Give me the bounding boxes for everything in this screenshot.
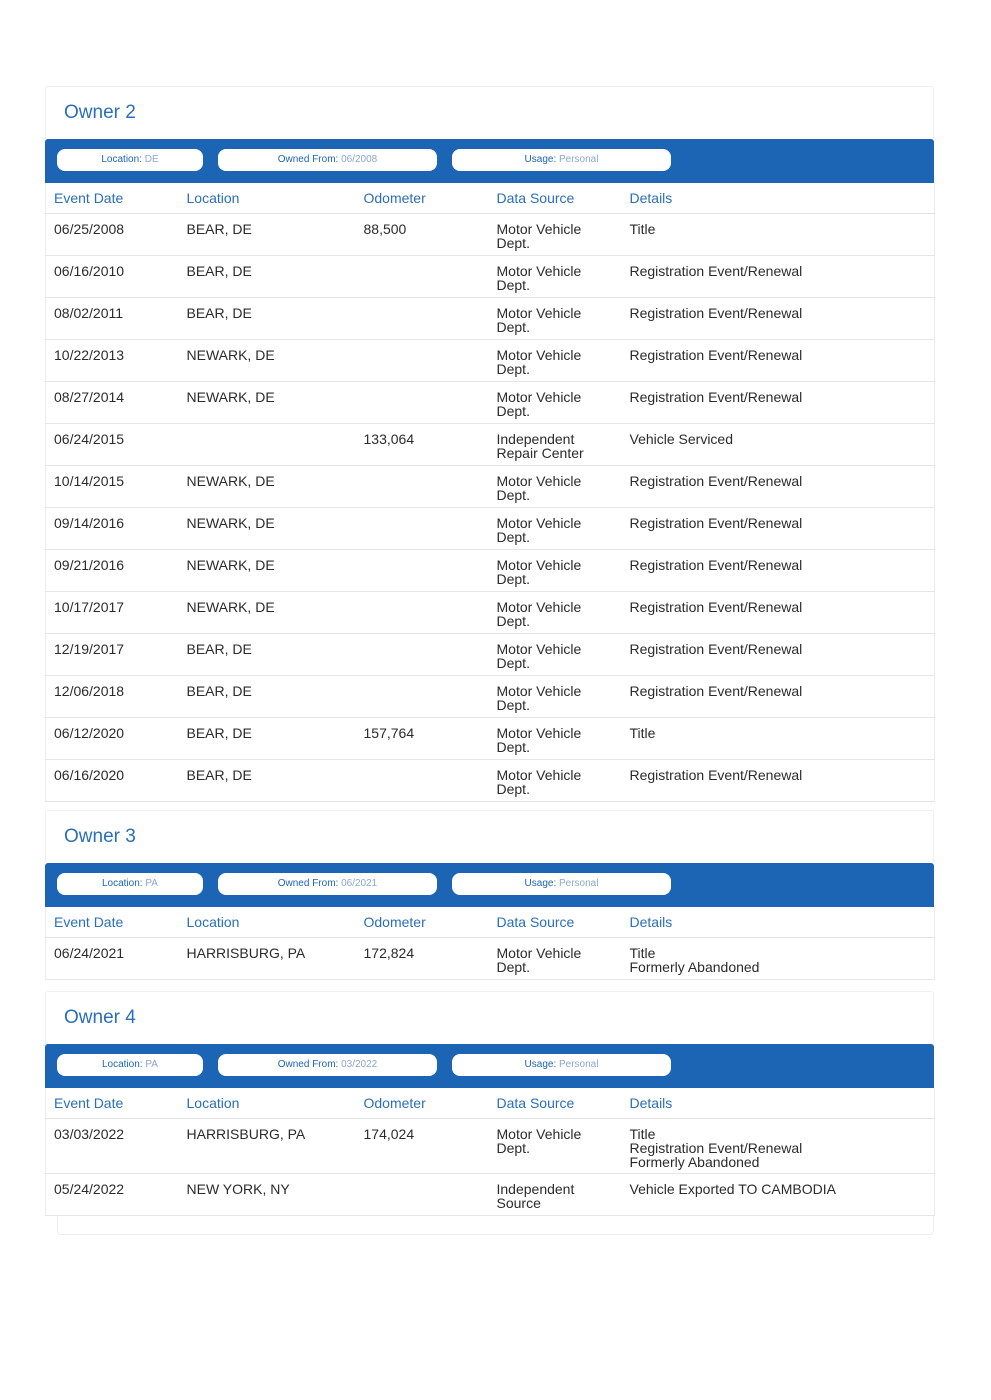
cell-event-date: 09/21/2016 xyxy=(46,550,179,592)
owner-section xyxy=(45,810,934,980)
cell-data-source xyxy=(489,298,622,340)
cell-details xyxy=(622,466,935,508)
owned-from-pill xyxy=(218,1054,437,1076)
cell-data-source-line: Dept. xyxy=(496,655,530,671)
table-row xyxy=(46,1119,935,1174)
cell-location: NEWARK, DE xyxy=(179,340,356,382)
col-odometer: Odometer xyxy=(356,183,489,214)
cell-details xyxy=(622,760,935,802)
cell-details xyxy=(622,592,935,634)
usage-pill xyxy=(452,149,671,171)
cell-data-source-line: Motor Vehicle xyxy=(496,945,582,961)
cell-details-line: Registration Event/Renewal xyxy=(629,347,803,363)
owned-from-label: Owned From: xyxy=(277,878,342,889)
cell-details xyxy=(622,1174,935,1216)
location-label: Location: xyxy=(102,878,146,889)
table-row xyxy=(46,382,935,424)
table-row xyxy=(46,508,935,550)
cell-details xyxy=(622,718,935,760)
history-table xyxy=(45,907,935,980)
cell-location: HARRISBURG, PA xyxy=(179,938,356,980)
owned-from-label: Owned From: xyxy=(277,1059,342,1070)
section-footer xyxy=(57,1216,934,1235)
table-row xyxy=(46,592,935,634)
cell-data-source-line: Dept. xyxy=(496,403,530,419)
cell-details xyxy=(622,382,935,424)
cell-location: BEAR, DE xyxy=(179,256,356,298)
cell-location: BEAR, DE xyxy=(179,760,356,802)
usage-value: Personal xyxy=(559,1059,599,1070)
cell-details-line: Title xyxy=(629,945,656,961)
col-event-date: Event Date xyxy=(46,907,179,938)
cell-event-date: 10/22/2013 xyxy=(46,340,179,382)
cell-data-source-line: Dept. xyxy=(496,487,530,503)
col-data-source: Data Source xyxy=(489,183,622,214)
cell-data-source xyxy=(489,550,622,592)
cell-odometer xyxy=(356,592,489,634)
cell-event-date: 08/27/2014 xyxy=(46,382,179,424)
cell-event-date: 06/12/2020 xyxy=(46,718,179,760)
cell-data-source-line: Dept. xyxy=(496,959,530,975)
cell-location: BEAR, DE xyxy=(179,214,356,256)
col-location: Location xyxy=(179,907,356,938)
cell-details xyxy=(622,1119,935,1174)
cell-data-source-line: Motor Vehicle xyxy=(496,641,582,657)
cell-data-source-line: Motor Vehicle xyxy=(496,263,582,279)
owned-from-pill xyxy=(218,149,437,171)
owned-from-label: Owned From: xyxy=(277,154,342,165)
cell-odometer xyxy=(356,760,489,802)
cell-event-date: 12/06/2018 xyxy=(46,676,179,718)
owner-info-band xyxy=(45,1044,934,1088)
cell-data-source xyxy=(489,760,622,802)
cell-data-source-line: Dept. xyxy=(496,529,530,545)
table-row xyxy=(46,938,935,980)
cell-data-source xyxy=(489,1119,622,1174)
location-value: DE xyxy=(144,154,159,165)
cell-event-date: 06/24/2015 xyxy=(46,424,179,466)
cell-details-line: Registration Event/Renewal xyxy=(629,767,803,783)
table-row xyxy=(46,760,935,802)
cell-data-source-line: Dept. xyxy=(496,781,530,797)
owned-from-value: 06/2021 xyxy=(341,878,378,889)
usage-label: Usage: xyxy=(524,878,559,889)
cell-data-source-line: Motor Vehicle xyxy=(496,1126,582,1142)
cell-details xyxy=(622,634,935,676)
col-data-source: Data Source xyxy=(489,907,622,938)
cell-details xyxy=(622,214,935,256)
col-data-source: Data Source xyxy=(489,1088,622,1119)
cell-odometer xyxy=(356,508,489,550)
cell-data-source xyxy=(489,718,622,760)
table-row xyxy=(46,718,935,760)
cell-data-source-line: Motor Vehicle xyxy=(496,767,582,783)
cell-data-source-line: Independent xyxy=(496,1181,575,1197)
cell-details xyxy=(622,298,935,340)
col-details: Details xyxy=(622,907,935,938)
cell-data-source-line: Motor Vehicle xyxy=(496,683,582,699)
cell-data-source-line: Motor Vehicle xyxy=(496,347,582,363)
cell-details-line: Registration Event/Renewal xyxy=(629,641,803,657)
cell-data-source xyxy=(489,592,622,634)
col-event-date: Event Date xyxy=(46,183,179,214)
cell-odometer xyxy=(356,382,489,424)
cell-details xyxy=(622,508,935,550)
cell-odometer xyxy=(356,1174,489,1216)
cell-details xyxy=(622,550,935,592)
cell-data-source xyxy=(489,340,622,382)
cell-data-source xyxy=(489,676,622,718)
cell-location: NEW YORK, NY xyxy=(179,1174,356,1216)
cell-location: BEAR, DE xyxy=(179,718,356,760)
cell-details-line: Registration Event/Renewal xyxy=(629,473,803,489)
cell-details-line: Registration Event/Renewal xyxy=(629,389,803,405)
cell-details-line: Registration Event/Renewal xyxy=(629,1140,803,1156)
cell-data-source-line: Motor Vehicle xyxy=(496,557,582,573)
cell-details xyxy=(622,256,935,298)
cell-data-source-line: Dept. xyxy=(496,1140,530,1156)
usage-value: Personal xyxy=(559,154,599,165)
cell-odometer xyxy=(356,634,489,676)
cell-event-date: 12/19/2017 xyxy=(46,634,179,676)
cell-data-source xyxy=(489,382,622,424)
location-pill xyxy=(57,873,203,895)
cell-details-line: Vehicle Exported TO CAMBODIA xyxy=(629,1181,836,1197)
cell-data-source-line: Source xyxy=(496,1195,541,1211)
cell-odometer: 157,764 xyxy=(356,718,489,760)
table-row xyxy=(46,340,935,382)
owner-section xyxy=(45,86,934,802)
cell-odometer: 88,500 xyxy=(356,214,489,256)
cell-data-source-line: Motor Vehicle xyxy=(496,305,582,321)
col-details: Details xyxy=(622,1088,935,1119)
cell-data-source xyxy=(489,424,622,466)
table-row xyxy=(46,1174,935,1216)
owner-info-band xyxy=(45,863,934,907)
usage-value: Personal xyxy=(559,878,599,889)
owner-title: Owner 3 xyxy=(45,810,934,863)
cell-event-date: 06/16/2020 xyxy=(46,760,179,802)
cell-data-source-line: Motor Vehicle xyxy=(496,221,582,237)
cell-details xyxy=(622,340,935,382)
location-pill xyxy=(57,1054,203,1076)
cell-event-date: 09/14/2016 xyxy=(46,508,179,550)
cell-odometer xyxy=(356,340,489,382)
col-event-date: Event Date xyxy=(46,1088,179,1119)
owned-from-value: 06/2008 xyxy=(341,154,378,165)
cell-data-source-line: Motor Vehicle xyxy=(496,389,582,405)
cell-details xyxy=(622,938,935,980)
usage-label: Usage: xyxy=(524,154,559,165)
table-row xyxy=(46,466,935,508)
table-row xyxy=(46,214,935,256)
owner-title: Owner 2 xyxy=(45,86,934,139)
cell-odometer xyxy=(356,466,489,508)
cell-location: BEAR, DE xyxy=(179,298,356,340)
cell-data-source-line: Motor Vehicle xyxy=(496,473,582,489)
cell-data-source xyxy=(489,508,622,550)
cell-data-source xyxy=(489,256,622,298)
cell-data-source xyxy=(489,1174,622,1216)
cell-location: NEWARK, DE xyxy=(179,592,356,634)
cell-data-source-line: Dept. xyxy=(496,277,530,293)
cell-details-line: Title xyxy=(629,1126,656,1142)
cell-location: BEAR, DE xyxy=(179,676,356,718)
cell-location xyxy=(179,424,356,466)
cell-data-source-line: Independent xyxy=(496,431,575,447)
cell-details xyxy=(622,424,935,466)
cell-odometer xyxy=(356,256,489,298)
cell-data-source-line: Dept. xyxy=(496,361,530,377)
cell-location: NEWARK, DE xyxy=(179,550,356,592)
cell-details xyxy=(622,676,935,718)
usage-pill xyxy=(452,873,671,895)
cell-event-date: 06/24/2021 xyxy=(46,938,179,980)
cell-details-line: Registration Event/Renewal xyxy=(629,557,803,573)
cell-data-source-line: Dept. xyxy=(496,697,530,713)
cell-odometer: 172,824 xyxy=(356,938,489,980)
col-odometer: Odometer xyxy=(356,907,489,938)
cell-data-source xyxy=(489,214,622,256)
cell-event-date: 03/03/2022 xyxy=(46,1119,179,1174)
cell-details-line: Formerly Abandoned xyxy=(629,1154,760,1170)
cell-data-source xyxy=(489,634,622,676)
owned-from-value: 03/2022 xyxy=(341,1059,378,1070)
location-pill xyxy=(57,149,203,171)
cell-odometer xyxy=(356,550,489,592)
usage-pill xyxy=(452,1054,671,1076)
table-row xyxy=(46,550,935,592)
col-details: Details xyxy=(622,183,935,214)
cell-event-date: 08/02/2011 xyxy=(46,298,179,340)
cell-details-line: Registration Event/Renewal xyxy=(629,599,803,615)
cell-event-date: 06/16/2010 xyxy=(46,256,179,298)
cell-event-date: 05/24/2022 xyxy=(46,1174,179,1216)
owner-section xyxy=(45,991,934,1235)
cell-location: NEWARK, DE xyxy=(179,508,356,550)
col-location: Location xyxy=(179,183,356,214)
location-value: PA xyxy=(145,1059,158,1070)
cell-odometer xyxy=(356,676,489,718)
history-table xyxy=(45,183,935,802)
location-value: PA xyxy=(145,878,158,889)
cell-data-source-line: Repair Center xyxy=(496,445,584,461)
table-row xyxy=(46,676,935,718)
col-location: Location xyxy=(179,1088,356,1119)
cell-data-source-line: Dept. xyxy=(496,235,530,251)
cell-data-source-line: Dept. xyxy=(496,613,530,629)
usage-label: Usage: xyxy=(524,1059,559,1070)
cell-odometer: 174,024 xyxy=(356,1119,489,1174)
cell-details-line: Title xyxy=(629,725,656,741)
cell-location: NEWARK, DE xyxy=(179,382,356,424)
history-table xyxy=(45,1088,935,1216)
cell-details-line: Formerly Abandoned xyxy=(629,959,760,975)
cell-data-source-line: Motor Vehicle xyxy=(496,515,582,531)
cell-data-source-line: Dept. xyxy=(496,739,530,755)
cell-location: HARRISBURG, PA xyxy=(179,1119,356,1174)
cell-data-source-line: Motor Vehicle xyxy=(496,599,582,615)
cell-odometer xyxy=(356,298,489,340)
cell-data-source xyxy=(489,466,622,508)
cell-details-line: Registration Event/Renewal xyxy=(629,263,803,279)
cell-event-date: 06/25/2008 xyxy=(46,214,179,256)
location-label: Location: xyxy=(102,1059,146,1070)
cell-data-source-line: Dept. xyxy=(496,571,530,587)
col-odometer: Odometer xyxy=(356,1088,489,1119)
cell-location: NEWARK, DE xyxy=(179,466,356,508)
cell-data-source xyxy=(489,938,622,980)
cell-event-date: 10/17/2017 xyxy=(46,592,179,634)
cell-location: BEAR, DE xyxy=(179,634,356,676)
location-label: Location: xyxy=(101,154,145,165)
table-row xyxy=(46,424,935,466)
cell-data-source-line: Motor Vehicle xyxy=(496,725,582,741)
cell-details-line: Registration Event/Renewal xyxy=(629,305,803,321)
cell-odometer: 133,064 xyxy=(356,424,489,466)
cell-details-line: Registration Event/Renewal xyxy=(629,683,803,699)
cell-details-line: Registration Event/Renewal xyxy=(629,515,803,531)
cell-data-source-line: Dept. xyxy=(496,319,530,335)
cell-details-line: Title xyxy=(629,221,656,237)
table-row xyxy=(46,256,935,298)
table-row xyxy=(46,298,935,340)
owner-info-band xyxy=(45,139,934,183)
cell-event-date: 10/14/2015 xyxy=(46,466,179,508)
table-row xyxy=(46,634,935,676)
cell-details-line: Vehicle Serviced xyxy=(629,431,734,447)
owned-from-pill xyxy=(218,873,437,895)
owner-title: Owner 4 xyxy=(45,991,934,1044)
